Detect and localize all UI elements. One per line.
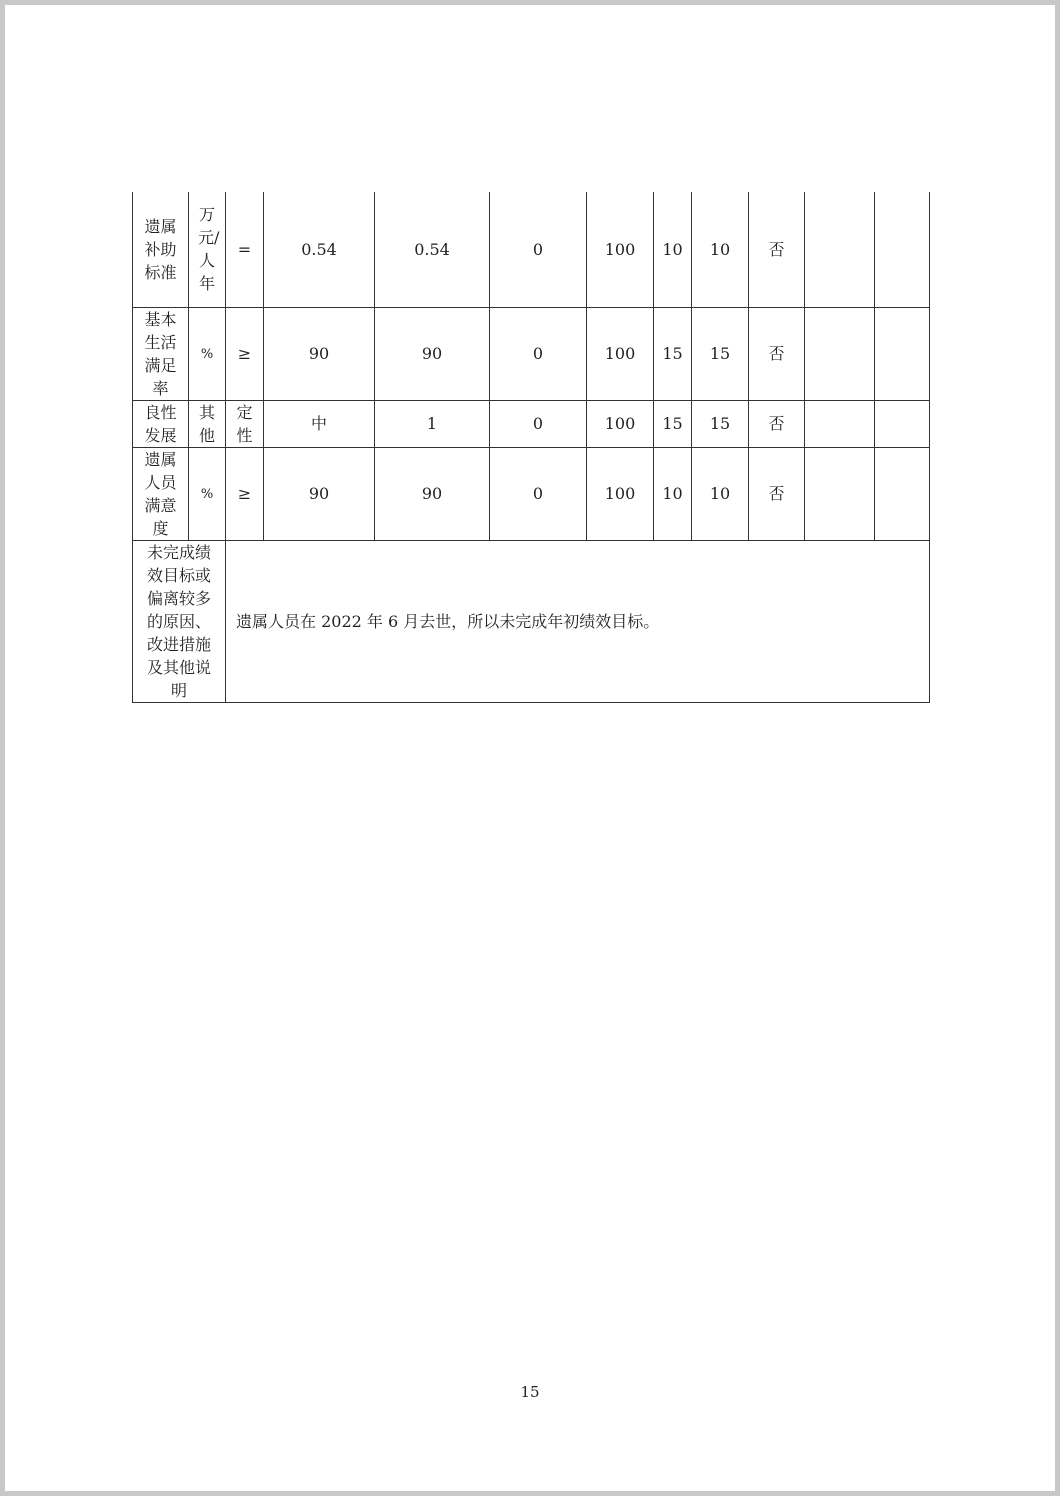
flag-cell: 否 (749, 192, 805, 307)
extra-cell-2 (875, 307, 930, 400)
operator-cell (226, 192, 264, 307)
table-row (133, 192, 930, 307)
page-number: 15 (520, 1383, 540, 1401)
operator-cell (226, 307, 264, 400)
reason-label: 未完成绩效目标或偏离较多的原因、改进措施及其他说明 (146, 542, 211, 700)
flag-cell: 否 (749, 400, 805, 447)
table-row (133, 400, 930, 447)
completion-cell: 100 (587, 192, 654, 307)
unit-cell (189, 192, 226, 307)
extra-cell-1 (805, 400, 875, 447)
completion-cell: 100 (587, 400, 654, 447)
operator-label: ≥ (237, 344, 252, 363)
extra-cell-2 (875, 447, 930, 540)
unit-label: 其他 (198, 402, 215, 445)
performance-table (132, 192, 930, 703)
indicator-cell (133, 400, 189, 447)
weight-cell: 15 (654, 307, 692, 400)
actual-cell: 1 (375, 400, 490, 447)
document-page (5, 5, 1055, 1491)
actual-cell: 90 (375, 307, 490, 400)
completion-cell: 100 (587, 307, 654, 400)
reason-row (133, 540, 930, 702)
weight-cell: 10 (654, 192, 692, 307)
reason-text-cell: 遗属人员在 2022 年 6 月去世，所以未完成年初绩效目标。 (226, 540, 930, 702)
score-cell: 10 (692, 447, 749, 540)
operator-cell (226, 447, 264, 540)
completion-cell: 100 (587, 447, 654, 540)
operator-label: 定性 (236, 402, 253, 445)
deviation-cell: 0 (490, 400, 587, 447)
extra-cell-2 (875, 400, 930, 447)
operator-label: = (237, 239, 252, 259)
unit-label: % (200, 347, 214, 362)
indicator-cell (133, 447, 189, 540)
indicator-label: 遗属补助标准 (144, 216, 177, 282)
table-row (133, 307, 930, 400)
indicator-label: 遗属人员满意度 (144, 449, 177, 538)
indicator-cell (133, 307, 189, 400)
unit-label: % (200, 487, 214, 502)
indicator-label: 良性发展 (144, 402, 177, 445)
deviation-cell: 0 (490, 447, 587, 540)
extra-cell-2 (875, 192, 930, 307)
score-cell: 15 (692, 400, 749, 447)
score-cell: 15 (692, 307, 749, 400)
operator-cell (226, 400, 264, 447)
reason-label-cell (133, 540, 226, 702)
deviation-cell: 0 (490, 192, 587, 307)
target-cell: 中 (264, 400, 375, 447)
extra-cell-1 (805, 447, 875, 540)
table-row (133, 447, 930, 540)
target-cell: 90 (264, 307, 375, 400)
indicator-cell (133, 192, 189, 307)
unit-cell (189, 447, 226, 540)
actual-cell: 0.54 (375, 192, 490, 307)
operator-label: ≥ (237, 484, 252, 503)
unit-cell (189, 307, 226, 400)
score-cell: 10 (692, 192, 749, 307)
flag-cell: 否 (749, 447, 805, 540)
target-cell: 90 (264, 447, 375, 540)
flag-cell: 否 (749, 307, 805, 400)
extra-cell-1 (805, 307, 875, 400)
weight-cell: 10 (654, 447, 692, 540)
unit-cell (189, 400, 226, 447)
target-cell: 0.54 (264, 192, 375, 307)
deviation-cell: 0 (490, 307, 587, 400)
indicator-label: 基本生活满足率 (144, 309, 177, 398)
unit-label: 万元/人年 (198, 205, 220, 294)
weight-cell: 15 (654, 400, 692, 447)
actual-cell: 90 (375, 447, 490, 540)
extra-cell-1 (805, 192, 875, 307)
